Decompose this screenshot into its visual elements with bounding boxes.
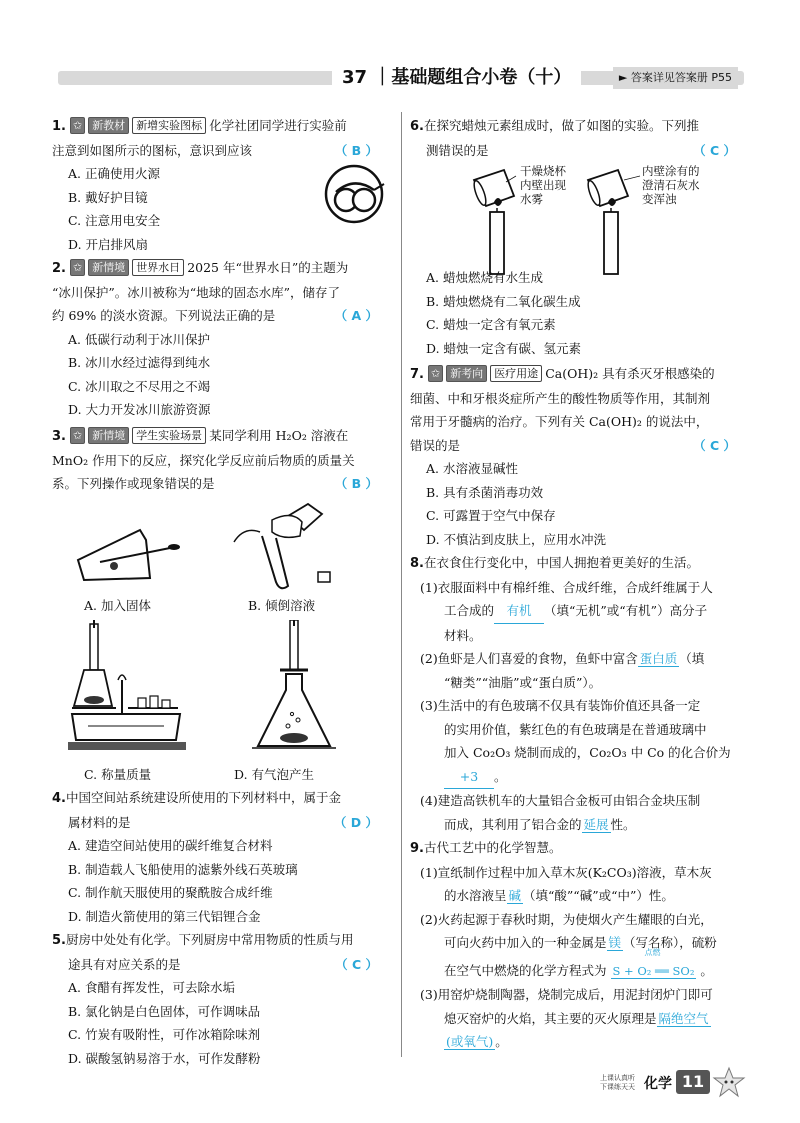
figure-label-d: D. 有气泡产生 — [234, 767, 315, 782]
question-stem: 厨房中处处有化学。下列厨房中常用物质的性质与用 — [65, 932, 354, 947]
answer-reference: ► 答案详见答案册 P55 — [613, 67, 738, 89]
option-a: A. 蜡烛燃烧有水生成 — [426, 270, 543, 285]
question-number: 9. — [410, 841, 424, 856]
page-footer — [560, 1070, 750, 1098]
option-d: D. 不慎沾到皮肤上，应用水冲洗 — [426, 531, 607, 547]
left-beaker-label: 干燥烧杯 内壁出现 水雾 — [520, 164, 566, 206]
answer-choice: （ D ） — [333, 814, 378, 830]
option-b: B. 制造载人飞船使用的滤紫外线石英玻璃 — [68, 861, 298, 877]
star-icon: ✩ — [70, 117, 85, 134]
question-stem: 错误的是 — [410, 437, 461, 453]
option-b: B. 氯化钠是白色固体，可作调味品 — [68, 1003, 261, 1019]
answer-choice: （ C ） — [693, 142, 736, 158]
option-b: B. 蜡烛燃烧有二氧化碳生成 — [426, 293, 581, 309]
sub-question-1: (1)衣服面料中有棉纤维、合成纤维，合成纤维属于人 — [420, 579, 713, 595]
goggles-icon — [324, 162, 390, 224]
sub-question-1: (1)宣纸制作过程中加入草木灰(K₂CO₃)溶液，草木灰 — [420, 864, 712, 880]
option-a: A. 水溶液显碱性 — [426, 461, 518, 476]
right-beaker-label: 内壁涂有的 澄清石灰水 变浑浊 — [642, 164, 700, 206]
answer-blank: 碱 — [508, 888, 522, 903]
option-a: A. 食醋有挥发性，可去除水垢 — [68, 980, 235, 995]
question-number: 2. — [52, 261, 66, 276]
sub-question-2: (2)鱼虾是人们喜爱的食物，鱼虾中富含 蛋白质 （填 — [420, 651, 705, 666]
star-icon: ✩ — [428, 365, 443, 382]
answer-choice: （ A ） — [334, 308, 378, 323]
flask-solid-figure — [70, 520, 190, 590]
question-stem: 系。下列操作或现象错误的是 — [52, 476, 215, 491]
question-stem: 常用于牙髓病的治疗。下列有关 Ca(OH)₂ 的说法中， — [410, 414, 709, 429]
question-1 — [52, 114, 392, 256]
option-d: D. 蜡烛一定含有碳、氢元素 — [426, 340, 582, 356]
option-d: D. 碳酸氢钠易溶于水，可作发酵粉 — [68, 1050, 261, 1066]
option-c: C. 制作航天服使用的聚酰胺合成纤维 — [68, 885, 273, 900]
question-number: 1. — [52, 119, 66, 134]
question-stem: 2025 年“世界水日”的主题为 — [187, 260, 349, 275]
option-a: A. 低碳行动利于冰川保护 — [68, 331, 210, 347]
option-d: D. 制造火箭使用的第三代铝锂合金 — [68, 908, 261, 924]
question-stem: Ca(OH)₂ 具有杀灭牙根感染的 — [545, 366, 715, 381]
tag-topic: 学生实验场景 — [132, 427, 206, 444]
answer-blank: 镁 — [608, 935, 622, 950]
tag-new-textbook: 新教材 — [88, 117, 129, 134]
question-number: 4. — [52, 791, 66, 806]
figure-label-b: B. 倾倒溶液 — [248, 598, 316, 613]
option-d: D. 大力开发冰川旅游资源 — [68, 402, 211, 417]
figure-label-a: A. 加入固体 — [84, 598, 151, 613]
question-stem: 属材料的是 — [68, 814, 131, 830]
question-stem: 途具有对应关系的是 — [68, 956, 181, 972]
question-6 — [410, 114, 750, 362]
figure-label-c: C. 称量质量 — [84, 767, 152, 782]
question-4 — [52, 786, 392, 928]
question-stem: 古代工艺中的化学智慧。 — [423, 840, 562, 855]
balance-figure — [68, 620, 198, 760]
tag-new-context: 新情境 — [88, 259, 129, 276]
question-stem: 细菌、中和牙根炎症所产生的酸性物质等作用，其制剂 — [410, 390, 711, 406]
question-5 — [52, 928, 392, 1070]
tag-topic: 新增实验图标 — [132, 117, 206, 134]
option-c: C. 蜡烛一定含有氧元素 — [426, 317, 556, 332]
star-mascot-icon — [712, 1066, 746, 1098]
question-2 — [52, 256, 392, 424]
tag-topic: 医疗用途 — [490, 365, 542, 382]
question-stem: 中国空间站系统建设所使用的下列材料中，属于金 — [65, 790, 341, 805]
answer-blank: 蛋白质 — [639, 651, 678, 666]
question-stem: MnO₂ 作用下的反应，探究化学反应前后物质的质量关 — [52, 452, 355, 468]
answer-blank: 延展 — [583, 816, 609, 832]
answer-choice: （ B ） — [334, 476, 378, 491]
answer-choice: （ C ） — [335, 956, 378, 972]
question-number: 7. — [410, 367, 424, 382]
option-b: B. 具有杀菌消毒功效 — [426, 484, 544, 500]
question-stem: 测错误的是 — [426, 142, 489, 158]
footer-slogan: 上课认真听 下课练天天 — [600, 1074, 635, 1091]
tag-topic: 世界水日 — [132, 259, 184, 276]
column-divider — [401, 112, 402, 1057]
reaction-condition: 点燃 — [644, 947, 661, 957]
answer-blank: +3 — [444, 765, 494, 790]
question-number: 6. — [410, 119, 424, 134]
question-stem: 化学社团同学进行实验前 — [209, 118, 347, 133]
option-c: C. 注意用电安全 — [68, 213, 161, 228]
answer-choice: （ C ） — [693, 437, 736, 453]
page-number: 11 — [676, 1070, 710, 1094]
answer-blank-continued: (或氧气) — [446, 1034, 494, 1049]
option-a: A. 正确使用火源 — [68, 166, 160, 181]
question-stem: 在衣食住行变化中，中国人拥抱着更美好的生活。 — [423, 555, 699, 570]
tag-new-direction: 新考向 — [446, 365, 487, 382]
answer-blank: 隔绝空气 — [658, 1010, 709, 1026]
header-bar — [58, 66, 744, 90]
question-9: 9.古代工艺中的化学智慧。 (1)宣纸制作过程中加入草木灰(K₂CO₃)溶液，草木灰 的水溶液呈 碱 （填“酸”“碱”或“中”）性。 (2)火药起源于春秋时期，为使烟火产生耀眼的白光， 可向火药中加入的一种金属是 镁 （写名称），硫粉 在空气中燃烧的化学方程式为 点燃 S + O₂ ══ SO₂ 。 (3)用窑炉烧制陶器，烧制完成后，用泥封闭炉门即可 熄灭窑炉的火焰，其主要的灭火原理是 隔绝空气 (或氧气) 。 — [410, 836, 750, 1054]
tag-new-context: 新情境 — [88, 427, 129, 444]
question-stem: 约 69% 的淡水资源。下列说法正确的是 — [52, 308, 276, 323]
question-number: 8. — [410, 556, 424, 571]
question-stem: 某同学利用 H₂O₂ 溶液在 — [209, 428, 349, 443]
question-stem: 注意到如图所示的图标，意识到应该 — [52, 142, 253, 158]
answer-blank: 有机 — [494, 599, 544, 624]
option-d: D. 开启排风扇 — [68, 236, 149, 252]
option-c: C. 竹炭有吸附性，可作冰箱除味剂 — [68, 1027, 261, 1042]
option-c: C. 冰川取之不尽用之不竭 — [68, 378, 211, 394]
question-7 — [410, 362, 750, 551]
sub-question-3: (3)用窑炉烧制陶器，烧制完成后，用泥封闭炉门即可 — [420, 987, 713, 1002]
option-b: B. 冰川水经过滤得到纯水 — [68, 355, 211, 370]
subject-label: 化学 — [644, 1076, 672, 1092]
equation-answer: 点燃 S + O₂ ══ SO₂ — [612, 947, 695, 978]
bubbles-flask-figure — [250, 620, 340, 760]
question-number: 3. — [52, 429, 66, 444]
option-a: A. 建造空间站使用的碳纤维复合材料 — [68, 838, 273, 853]
star-icon: ✩ — [70, 259, 85, 276]
pouring-figure — [232, 496, 352, 596]
answer-choice: （ B ） — [334, 142, 378, 158]
right-column — [410, 114, 750, 1054]
sub-question-3: (3)生活中的有色玻璃不仅具有装饰价值还具备一定 — [420, 698, 701, 713]
question-stem: “冰川保护”。冰川被称为“地球的固态水库”，储存了 — [52, 284, 341, 300]
star-icon: ✩ — [70, 427, 85, 444]
question-3 — [52, 424, 392, 782]
option-c: C. 可露置于空气中保存 — [426, 508, 556, 523]
question-number: 5. — [52, 933, 66, 948]
left-column — [52, 114, 392, 1070]
option-b: B. 戴好护目镜 — [68, 189, 148, 205]
sub-question-4: (4)建造高铁机车的大量铝合金板可由铝合金块压制 — [420, 793, 701, 808]
question-stem: 在探究蜡烛元素组成时，做了如图的实验。下列推 — [423, 118, 699, 133]
question-8: 8.在衣食住行变化中，中国人拥抱着更美好的生活。 (1)衣服面料中有棉纤维、合成纤维，合成纤维属于人 工合成的 有机 （填“无机”或“有机”）高分子 材料。 (2)鱼虾是人们喜爱的食物，鱼虾中富含 蛋白质 （填 “糖类”“油脂”或“蛋白质”）。 (3)生活中的有色玻璃不仅具有装饰价值还具备一定 的实用价值，紫红色的有色玻璃是在普通玻璃中 加入 Co₂O₃ 烧制而成的，Co₂O₃ 中 Co 的化合价为 +3 。 (4)建造高铁机车的大量铝合金板可由铝合金块压制 而成，其利用了铝合金的 延展 性。 — [410, 551, 750, 836]
sub-question-2: (2)火药起源于春秋时期，为使烟火产生耀眼的白光， — [420, 911, 713, 927]
page-title: 37 ｜基础题组合小卷（十） — [332, 66, 581, 90]
